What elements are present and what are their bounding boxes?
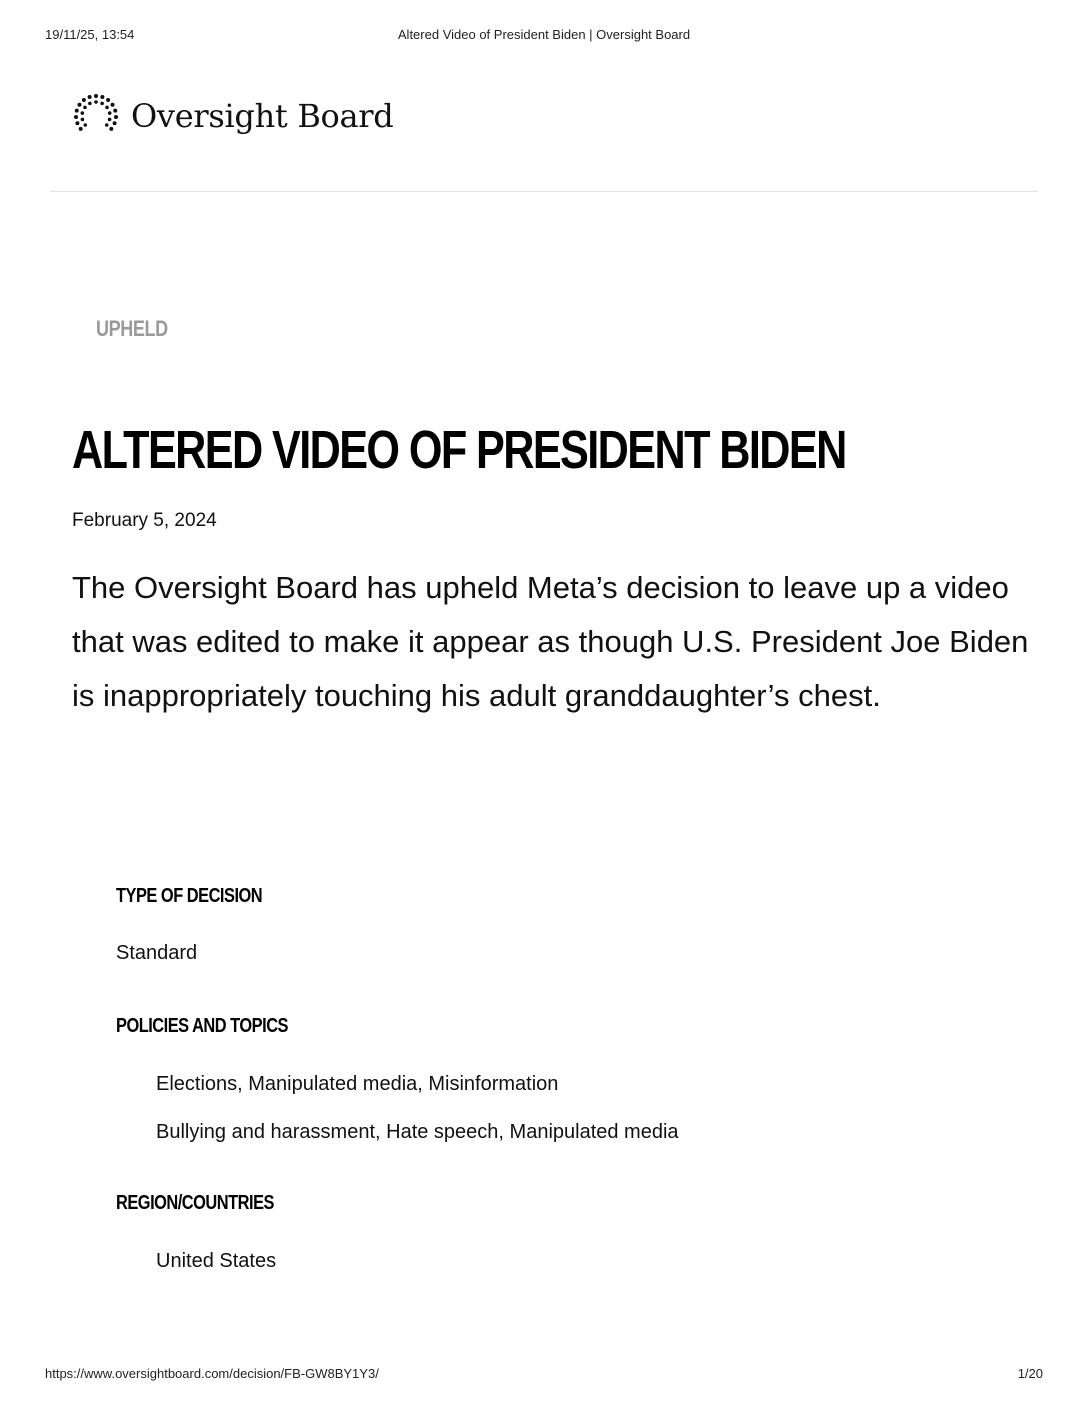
policies-and-topics-heading: POLICIES AND TOPICS bbox=[116, 1015, 288, 1037]
region-country-link[interactable]: United States bbox=[156, 1250, 277, 1272]
logo-dot bbox=[74, 115, 78, 119]
logo-dot bbox=[94, 94, 98, 98]
site-logo[interactable] bbox=[71, 92, 393, 140]
policy-topic-link[interactable]: Elections, Manipulated media, Misinformation bbox=[156, 1073, 559, 1095]
print-datetime: 19/11/25, 13:54 bbox=[45, 27, 135, 42]
decision-status-label: UPHELD bbox=[96, 316, 168, 341]
logo-dot bbox=[88, 102, 92, 106]
logo-dot bbox=[81, 118, 85, 122]
print-page-number: 1/20 bbox=[1017, 1366, 1043, 1381]
page-title: ALTERED VIDEO OF PRESIDENT BIDEN bbox=[72, 420, 846, 480]
print-footer bbox=[45, 1366, 1043, 1384]
type-of-decision-heading: TYPE OF DECISION bbox=[116, 885, 263, 907]
logo-dot bbox=[83, 106, 87, 110]
print-page-title: Altered Video of President Biden | Oversight Board bbox=[397, 27, 691, 42]
print-header bbox=[45, 27, 1043, 45]
type-of-decision-value: Standard bbox=[116, 942, 198, 964]
logo-dot bbox=[113, 109, 117, 113]
logo-dot bbox=[77, 103, 81, 107]
logo-dot bbox=[114, 115, 118, 119]
dotted-arch-logo-icon bbox=[71, 92, 121, 140]
logo-dot bbox=[82, 98, 86, 102]
logo-text: Oversight Board bbox=[131, 97, 394, 135]
logo-dot bbox=[105, 123, 109, 127]
logo-dot bbox=[88, 95, 92, 99]
logo-dot bbox=[79, 127, 83, 131]
logo-dot bbox=[100, 95, 104, 99]
decision-date: February 5, 2024 bbox=[72, 510, 217, 531]
logo-dot bbox=[83, 123, 87, 127]
logo-dot bbox=[106, 98, 110, 102]
logo-dot bbox=[109, 127, 113, 131]
logo-dot bbox=[111, 103, 115, 107]
logo-dot bbox=[94, 100, 98, 104]
header-divider bbox=[50, 191, 1038, 192]
policy-topic-link[interactable]: Bullying and harassment, Hate speech, Manipulated media bbox=[156, 1121, 679, 1143]
logo-dot bbox=[113, 121, 117, 125]
logo-dot bbox=[75, 109, 79, 113]
region-countries-heading: REGION/COUNTRIES bbox=[116, 1192, 274, 1214]
logo-dot bbox=[108, 118, 112, 122]
print-url: https://www.oversightboard.com/decision/FB-GW8BY1Y3/ bbox=[45, 1366, 379, 1381]
logo-dot bbox=[81, 111, 85, 115]
decision-summary: The Oversight Board has upheld Meta’s decision to leave up a video that was edited to make it appear as though U.S. President Joe Biden is inappropriately touching his adult granddaughter’s chest. bbox=[72, 570, 1029, 713]
logo-dot bbox=[100, 102, 104, 106]
logo-dot bbox=[108, 111, 112, 115]
logo-dot bbox=[75, 121, 79, 125]
logo-dot bbox=[105, 106, 109, 110]
